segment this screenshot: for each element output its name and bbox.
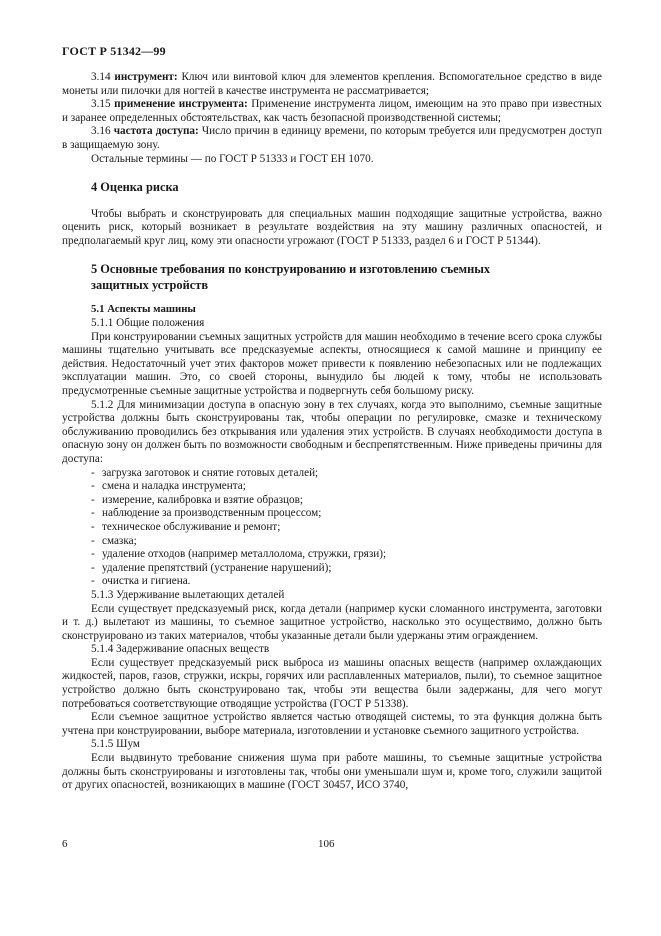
list-marker: - bbox=[91, 520, 95, 533]
def-number: 3.15 bbox=[91, 98, 111, 111]
list-item bbox=[91, 480, 602, 494]
list-item bbox=[91, 575, 602, 589]
def-text: Применение инструмента лицом, имеющим на это право при известных и заранее определенных обстоятельствах, как часть безопасной производственной системы; bbox=[62, 98, 603, 124]
definition-3-16 bbox=[62, 125, 602, 152]
def-term: применение инструмента: bbox=[114, 98, 248, 111]
paragraph-5-1-4-b: Если съемное защитное устройство является частью отводящей системы, то эта функция должна быть учтена при конструировании, выборе материала, изготовлении и установке съемного защитного устройства. bbox=[62, 711, 602, 737]
list-item-text: загрузка заготовок и снятие готовых деталей; bbox=[102, 466, 319, 479]
section-5-heading-line2: защитных устройств bbox=[91, 277, 209, 292]
list-item-text: очистка и гигиена. bbox=[102, 575, 191, 588]
subsection-5-1-heading: 5.1 Аспекты машины bbox=[91, 303, 196, 316]
def-term: инструмент: bbox=[114, 71, 178, 83]
other-terms-note: Остальные термины — по ГОСТ Р 51333 и ГОСТ ЕН 1070. bbox=[91, 152, 374, 165]
page-number-left: 6 bbox=[62, 838, 68, 850]
document-code-header: ГОСТ Р 51342—99 bbox=[62, 44, 166, 58]
subsection-5-1-4-heading: 5.1.4 Задерживание опасных веществ bbox=[91, 643, 270, 656]
list-marker: - bbox=[91, 507, 95, 520]
list-item bbox=[91, 494, 602, 508]
page-number-center: 106 bbox=[318, 838, 335, 850]
list-item bbox=[91, 535, 602, 549]
list-marker: - bbox=[91, 493, 95, 506]
section-4-paragraph: Чтобы выбрать и сконструировать для специальных машин подходящие защитные устройства, важно оценить риск, который возникает в результате воздействия на эту машину различных опасностей, и предполагаемый круг лиц, кому эти опасности угрожают (ГОСТ Р 51333, раздел 6 и ГОСТ Р 51344). bbox=[62, 207, 602, 247]
def-number: 3.14 bbox=[91, 71, 111, 83]
list-marker: - bbox=[91, 561, 95, 574]
section-4-heading: 4 Оценка риска bbox=[91, 180, 179, 195]
list-item bbox=[91, 548, 602, 562]
list-item bbox=[91, 507, 602, 521]
list-item bbox=[91, 521, 602, 535]
list-marker: - bbox=[91, 466, 95, 479]
list-item-text: техническое обслуживание и ремонт; bbox=[102, 520, 281, 533]
list-marker: - bbox=[91, 548, 95, 561]
list-item-text: смазка; bbox=[102, 534, 137, 547]
page-body bbox=[62, 71, 602, 793]
def-text: Ключ или винтовой ключ для элементов крепления. Вспомогательное средство в виде монеты или пилочки для ногтей в качестве инструмента не рассматривается; bbox=[62, 71, 603, 97]
list-marker: - bbox=[91, 534, 95, 547]
subsection-5-1-1-heading: 5.1.1 Общие положения bbox=[91, 317, 205, 330]
def-text: Число причин в единицу времени, по которым требуется или предусмотрен доступ в защищаемую зону. bbox=[62, 125, 603, 151]
paragraph-5-1-1: При конструировании съемных защитных устройств для машин необходимо в течение всего срока службы машины тщательно учитывать все предсказуемые аспекты, относящиеся к самой машине и принципу ее действия. Недостаточный учет этих факторов может привести к появлению небезопасных или не подлежащих эксплуатации машин. Это, со своей стороны, вынудило бы людей к тому, чтобы не использовать предусмотренные съемные защитные устройства и подвергнуть себя большому риску. bbox=[62, 330, 602, 397]
subsection-5-1-5-heading: 5.1.5 Шум bbox=[91, 738, 140, 751]
paragraph-5-1-2: 5.1.2 Для минимизации доступа в опасную зону в тех случаях, когда это выполнимо, съемные защитные устройства должны быть сконструированы так, чтобы операции по регулировке, смазке и техническому обслуживанию проводились без открывания или удаления этих устройств. В случаях необходимости доступа в опасную зону он должен быть по возможности свободным и беспрепятственным. Ниже приведены причины для доступа: bbox=[62, 398, 602, 465]
section-5-heading-line1: 5 Основные требования по конструированию и изготовлению съемных bbox=[91, 262, 491, 277]
list-item bbox=[91, 467, 602, 481]
list-item-text: наблюдение за производственным процессом; bbox=[102, 507, 322, 520]
definition-3-15 bbox=[62, 98, 602, 125]
paragraph-5-1-4-a: Если существует предсказуемый риск выброса из машины опасных веществ (например охлаждающих жидкостей, паров, газов, стружки, искры, горячих или расплавленных материалов, пыли), то съемное защитное устройство должно быть сконструировано так, чтобы эти вещества были задержаны, для чего могут потребоваться соответствующие отводящие устройства (ГОСТ Р 51338). bbox=[62, 656, 602, 710]
paragraph-5-1-5: Если выдвинуто требование снижения шума при работе машины, то съемные защитные устройства должны быть сконструированы и изготовлены так, чтобы они уменьшали шум и, кроме того, служили защитой от других опасностей, возникающих в машине (ГОСТ 30457, ИСО 3740, bbox=[62, 752, 602, 792]
list-item-text: удаление отходов (например металлолома, стружки, грязи); bbox=[102, 548, 387, 561]
subsection-5-1-3-heading: 5.1.3 Удерживание вылетающих деталей bbox=[91, 588, 285, 601]
list-item bbox=[91, 562, 602, 576]
paragraph-5-1-3: Если существует предсказуемый риск, когда детали (например куски сломанного инструмента, заготовки и т. д.) вылетают из машины, то съемное защитное устройство, насколько это осуществимо, должно быть сконструировано из таких материалов, чтобы указанные детали были удержаны этим ограждением. bbox=[62, 602, 602, 642]
section-5-heading bbox=[62, 262, 602, 293]
list-marker: - bbox=[91, 575, 95, 588]
list-item-text: смена и наладка инструмента; bbox=[102, 480, 246, 493]
list-item-text: измерение, калибровка и взятие образцов; bbox=[102, 493, 303, 506]
access-reasons-list bbox=[62, 467, 602, 589]
definition-3-14 bbox=[62, 71, 602, 98]
def-number: 3.16 bbox=[91, 125, 111, 138]
def-term: частота доступа: bbox=[113, 125, 199, 138]
list-marker: - bbox=[91, 480, 95, 493]
list-item-text: удаление препятствий (устранение нарушений); bbox=[102, 561, 332, 574]
